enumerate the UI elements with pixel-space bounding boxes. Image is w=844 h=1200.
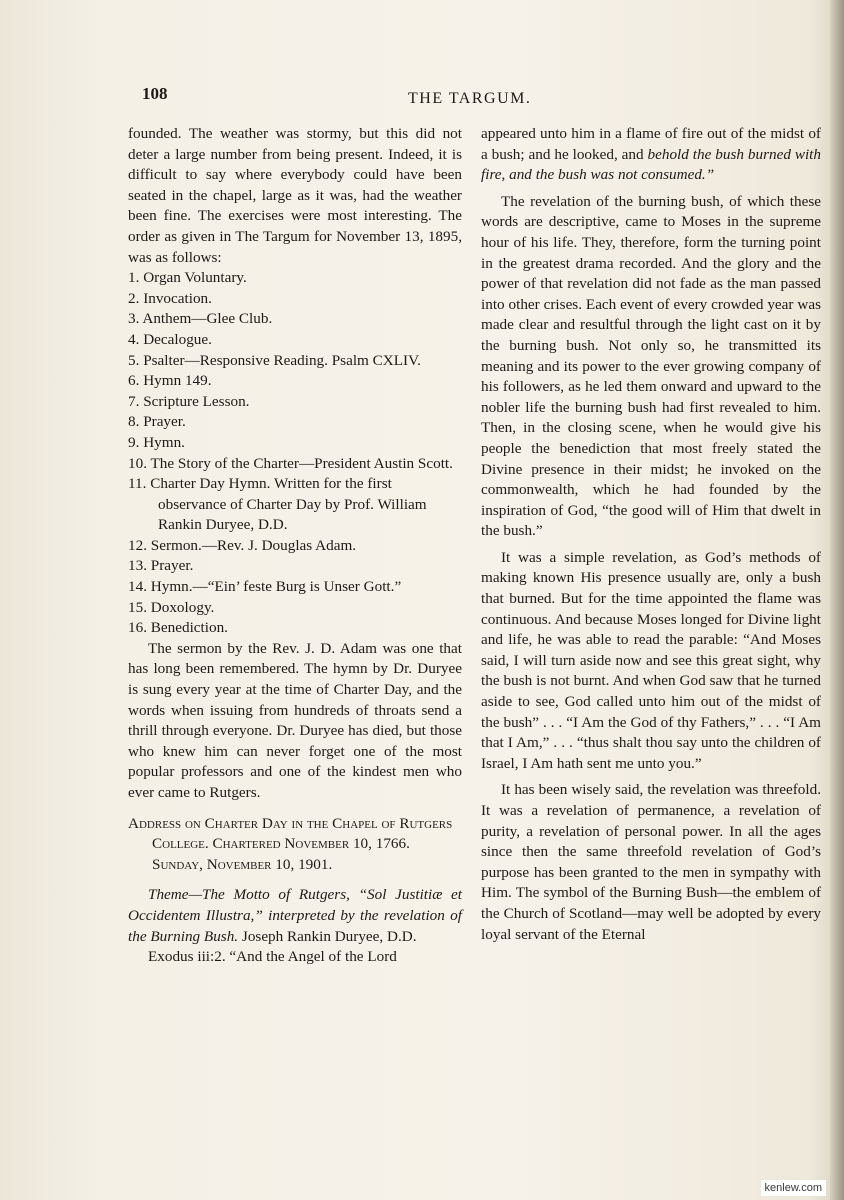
program-item: 11. Charter Day Hymn. Written for the first observance of Charter Day by Prof. William Rankin Duryee, D.D.	[128, 475, 427, 534]
program-list	[128, 268, 462, 639]
program-item: 3. Anthem—Glee Club.	[128, 310, 273, 328]
program-item: 7. Scripture Lesson.	[128, 392, 250, 410]
program-item: 2. Invocation.	[128, 289, 212, 307]
page-number: 108	[142, 84, 168, 103]
address-heading: Address on Charter Day in the Chapel of Rutgers College. Chartered November 10, 1766. Sunday, November 10, 1901.	[128, 814, 453, 873]
left-column	[128, 124, 462, 968]
right-column	[481, 124, 821, 945]
program-item: 13. Prayer.	[128, 557, 194, 575]
program-item: 15. Doxology.	[128, 598, 215, 616]
page-edge-shadow	[830, 0, 844, 1200]
watermark: kenlew.com	[761, 1180, 826, 1196]
program-item: 16. Benediction.	[128, 619, 228, 637]
threefold-paragraph: It has been wisely said, the revelation was threefold. It was a revelation of permanence, a revelation of purity, a revelation of personal power. In all the ages since then the same threefold revelation of God’s purpose has been granted to the men in sympathy with Him. The symbol of the Burning Bush—the emblem of the Church of Scotland—may well be adopted by every loyal servant of the Eternal	[481, 781, 821, 943]
burning-bush-paragraph: The revelation of the burning bush, of which these words are descriptive, came to Moses in the supreme hour of his life. They, therefore, form the turning point in the greatest drama recorded. And the glory and the power of that revelation did not fade as the man passed into other crises. Each event of every crowded year was made clear and resultful through the light cast on it by the burning bush. Not only so, he transmitted its meaning and its power to the ever growing company of his followers, as he led them onward and upward to the nobler life the burning bush had first revealed to him. Then, in the closing scene, when he would give his people the benediction that most freely stated the Divine presence in their midst; he invoked on the commonwealth, which he had founded by the inspiration of God, “the good will of Him that dwelt in the bush.”	[481, 192, 821, 540]
program-item: 12. Sermon.—Rev. J. Douglas Adam.	[128, 536, 357, 554]
program-item: 9. Hymn.	[128, 433, 185, 451]
scripture-continuation	[481, 124, 821, 186]
scripture-plain: appeared unto him in a flame of fire out of the midst of a bush; and he looked, and	[481, 125, 821, 163]
program-item: 8. Prayer.	[128, 413, 186, 431]
scripture-italic: behold the bush burned with fire, and the bush was not consumed.”	[481, 145, 821, 184]
intro-paragraph: founded. The weather was stormy, but this did not deter a large number from being present. Indeed, it is difficult to say where everybody could have been seated in the chapel, large as it was, had the weather been fine. The exercises were most interesting. The order as given in The Targum for November 13, 1895, was as follows:	[128, 125, 462, 266]
simple-revelation-paragraph: It was a simple revelation, as God’s methods of making known His presence usually are, only a bush that burned. But for the time appointed the flame was continuous. And because Moses longed for Divine light and life, he was able to read the parable: “And Moses said, I will turn aside now and see this great sight, why the bush is not burnt. And when God saw that he turned aside to see, God called unto him out of the midst of the bush” . . . “I Am the God of thy Fathers,” . . . “I Am that I Am,” . . . “thus shalt thou say unto the children of Israel, I Am hath sent me unto you.”	[481, 548, 821, 772]
theme-author: Joseph Rankin Duryee, D.D.	[241, 927, 417, 945]
program-item: 4. Decalogue.	[128, 330, 212, 348]
program-item: 6. Hymn 149.	[128, 372, 212, 390]
program-item: 5. Psalter—Responsive Reading. Psalm CXLIV.	[128, 351, 421, 369]
program-item: 10. The Story of the Charter—President Austin Scott.	[128, 454, 453, 472]
running-head-title: THE TARGUM.	[408, 90, 532, 107]
program-item: 1. Organ Voluntary.	[128, 269, 247, 287]
sermon-paragraph: The sermon by the Rev. J. D. Adam was one that has long been remembered. The hymn by Dr. Duryee is sung every year at the time of Charter Day, and the words when issuing from hundreds of throats send a thrill through everyone. Dr. Duryee has died, but those who knew him can never forget one of the most popular professors and one of the kindest men who ever came to Rutgers.	[128, 639, 462, 801]
program-item: 14. Hymn.—“Ein’ feste Burg is Unser Gott.”	[128, 578, 402, 596]
exodus-line: Exodus iii:2. “And the Angel of the Lord	[148, 948, 397, 966]
theme-paragraph	[128, 885, 462, 947]
theme-italic: Theme—The Motto of Rutgers, “Sol Justitiæ et Occidentem Illustra,” interpreted by the revelation of the Burning Bush.	[128, 886, 462, 945]
